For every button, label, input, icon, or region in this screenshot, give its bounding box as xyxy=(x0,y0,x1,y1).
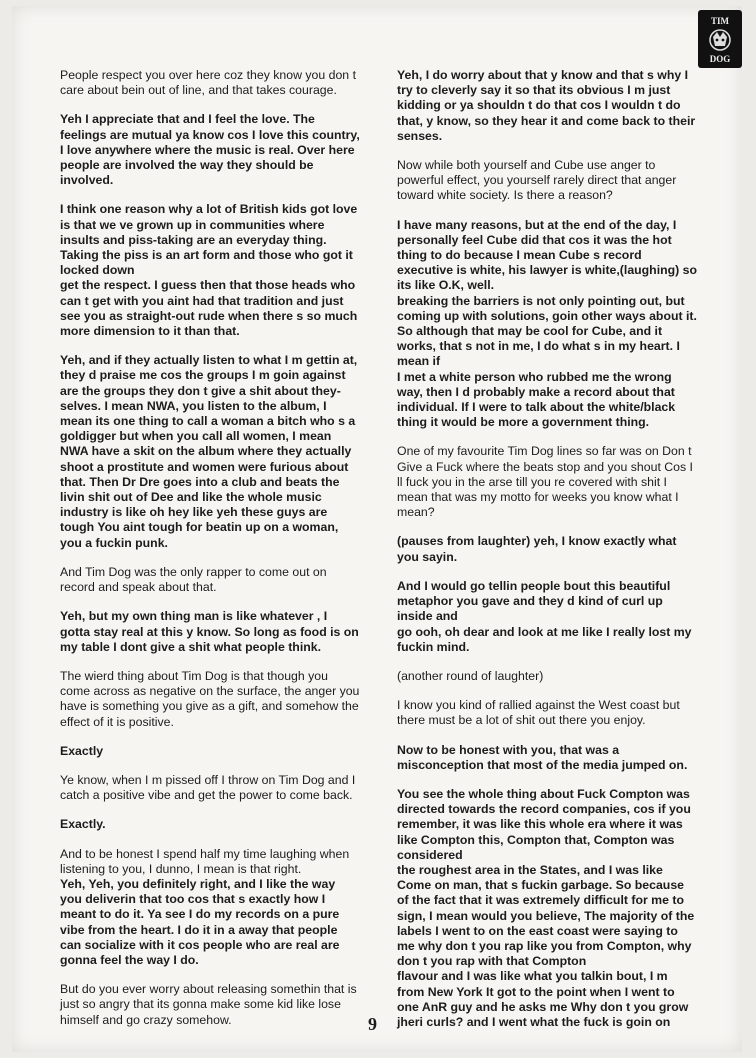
answer-paragraph: Yeh, Yeh, you definitely right, and I like the way you deliverin that too cos that s exactly how I meant to do it. Ya see I do my records on a pure vibe from the heart. I do it in a away that people can socialize with it cos people who are real are gonna feel the way I do. xyxy=(60,876,340,967)
answer-paragraph: Yeh, and if they actually listen to what I m gettin at, they d praise me cos the groups I m goin against are the groups they don t give a shit about they-selves. I mean NWA, you listen to the album, I mean its one thing to call a woman a bitch who s a goldigger but when you call all women, I mean NWA have a skit on the album where they actually shoot a prostitute and women were furious about that. Then Dr Dre goes into a club and beats the livin shit out of Dee and like the whole music industry is like oh hey like yeh these guys are tough You aint tough for beatin up on a woman, you a fuckin punk. xyxy=(60,353,358,550)
tim-dog-logo-icon xyxy=(698,10,742,68)
answer-paragraph: And I would go tellin people bout this beautiful metaphor you gave and they d kind of curl up inside and go ooh, oh dear and look at me like I really lost my fuckin mind. xyxy=(397,578,692,654)
answer-paragraph: You see the whole thing about Fuck Compton was directed towards the record companies, cos if you remember, it was like this whole era where it was like Compton this, Compton that, Compton was considered the roughest area in the States, and I was like Come on man, that s fuckin garbage. So because of the fact that it was extremely difficult for me to sign, I mean would you believe, The majority of the labels I went to on the east coast were saying to me why don t you rap like you from Compton, why don t you rap with that Compton flavour and I was like what you talkin bout, I m from New York It got to the point when I went to one AnR guy and he asks me Why don t you grow jheri curls? and I went what the fuck is goin on xyxy=(397,786,695,1029)
question-paragraph: But do you ever worry about releasing somethin that is just so angry that its gonna make some kid like lose himself and go crazy somehow. xyxy=(60,982,357,1027)
answer-paragraph: I have many reasons, but at the end of the day, I personally feel Cube did that cos it was the hot thing to do because I mean Cube s record executive is white, his lawyer is white,(laughing) so its like O.K, well. breaking the barriers is not only pointing out, but coming up with solutions, goin other ways about it. So although that may be cool for Cube, and it works, that s not in me, I do what s in my heart. I mean if I met a white person who rubbed me the wrong way, then I d probably make a record about that individual. If I were to talk about the white/black thing it would be more a government thing. xyxy=(397,217,697,430)
question-paragraph: One of my favourite Tim Dog lines so far was on Don t Give a Fuck where the beats stop and you shout Cos I ll fuck you in the arse till you re covered with shit I mean that was my motto for weeks you know what I mean? xyxy=(397,444,693,520)
answer-paragraph: I think one reason why a lot of British kids got love is that we ve grown up in communities where insults and piss-taking are an everyday thing. Taking the piss is an art form and those who got it locked down get the respect. I guess then that those heads who can t get with you aint had that tradition and just see you as straight-out rude when there s so much more dimension to it than that. xyxy=(60,202,358,339)
magazine-page xyxy=(12,6,742,1052)
answer-paragraph: Now to be honest with you, that was a misconception that most of the media jumped on. xyxy=(397,742,688,772)
answer-paragraph: Yeh, but my own thing man is like whatever , I gotta stay real at this y know. So long as food is on my table I dont give a shit what people think. xyxy=(60,609,359,654)
question-paragraph: And to be honest I spend half my time laughing when listening to you, I dunno, I mean is that right. xyxy=(60,846,350,876)
question-paragraph: And Tim Dog was the only rapper to come out on record and speak about that. xyxy=(60,564,327,595)
question-paragraph: I know you kind of rallied against the West coast but there must be a lot of shit out there you enjoy. xyxy=(397,698,680,728)
answer-paragraph: (pauses from laughter) yeh, I know exactly what you sayin. xyxy=(397,534,677,564)
question-paragraph: Ye know, when I m pissed off I throw on Tim Dog and I catch a positive vibe and get the power to come back. xyxy=(60,772,356,803)
answer-paragraph: Yeh, I do worry about that y know and that s why I try to cleverly say it so that its obvious I m just kidding or ya shouldn t do that cos I wouldn t do that, y know, so they hear it and come back to their senses. xyxy=(397,68,696,143)
question-paragraph: The wierd thing about Tim Dog is that though you come across as negative on the surface, the anger you have is something you give as a gift, and somehow the effect of it is positive. xyxy=(60,668,360,729)
question-paragraph: People respect you over here coz they know you don t care about bein out of line, and that takes courage. xyxy=(60,68,356,98)
left-column xyxy=(60,68,360,1042)
question-paragraph: (another round of laughter) xyxy=(397,668,544,683)
answer-paragraph: Yeh I appreciate that and I feel the love. The feelings are mutual ya know cos I love this country, I love anywhere where the music is real. Over here people are involved the way they should be involved. xyxy=(60,112,360,188)
page-number: 9 xyxy=(368,1014,377,1034)
svg-text:TIM: TIM xyxy=(711,16,729,26)
answer-paragraph: Exactly xyxy=(60,743,104,758)
question-paragraph: Now while both yourself and Cube use anger to powerful effect, you yourself rarely direct that anger toward white society. Is there a reason? xyxy=(397,158,677,203)
svg-text:DOG: DOG xyxy=(709,54,731,64)
right-column xyxy=(397,68,697,1044)
answer-paragraph: Exactly. xyxy=(60,817,106,832)
